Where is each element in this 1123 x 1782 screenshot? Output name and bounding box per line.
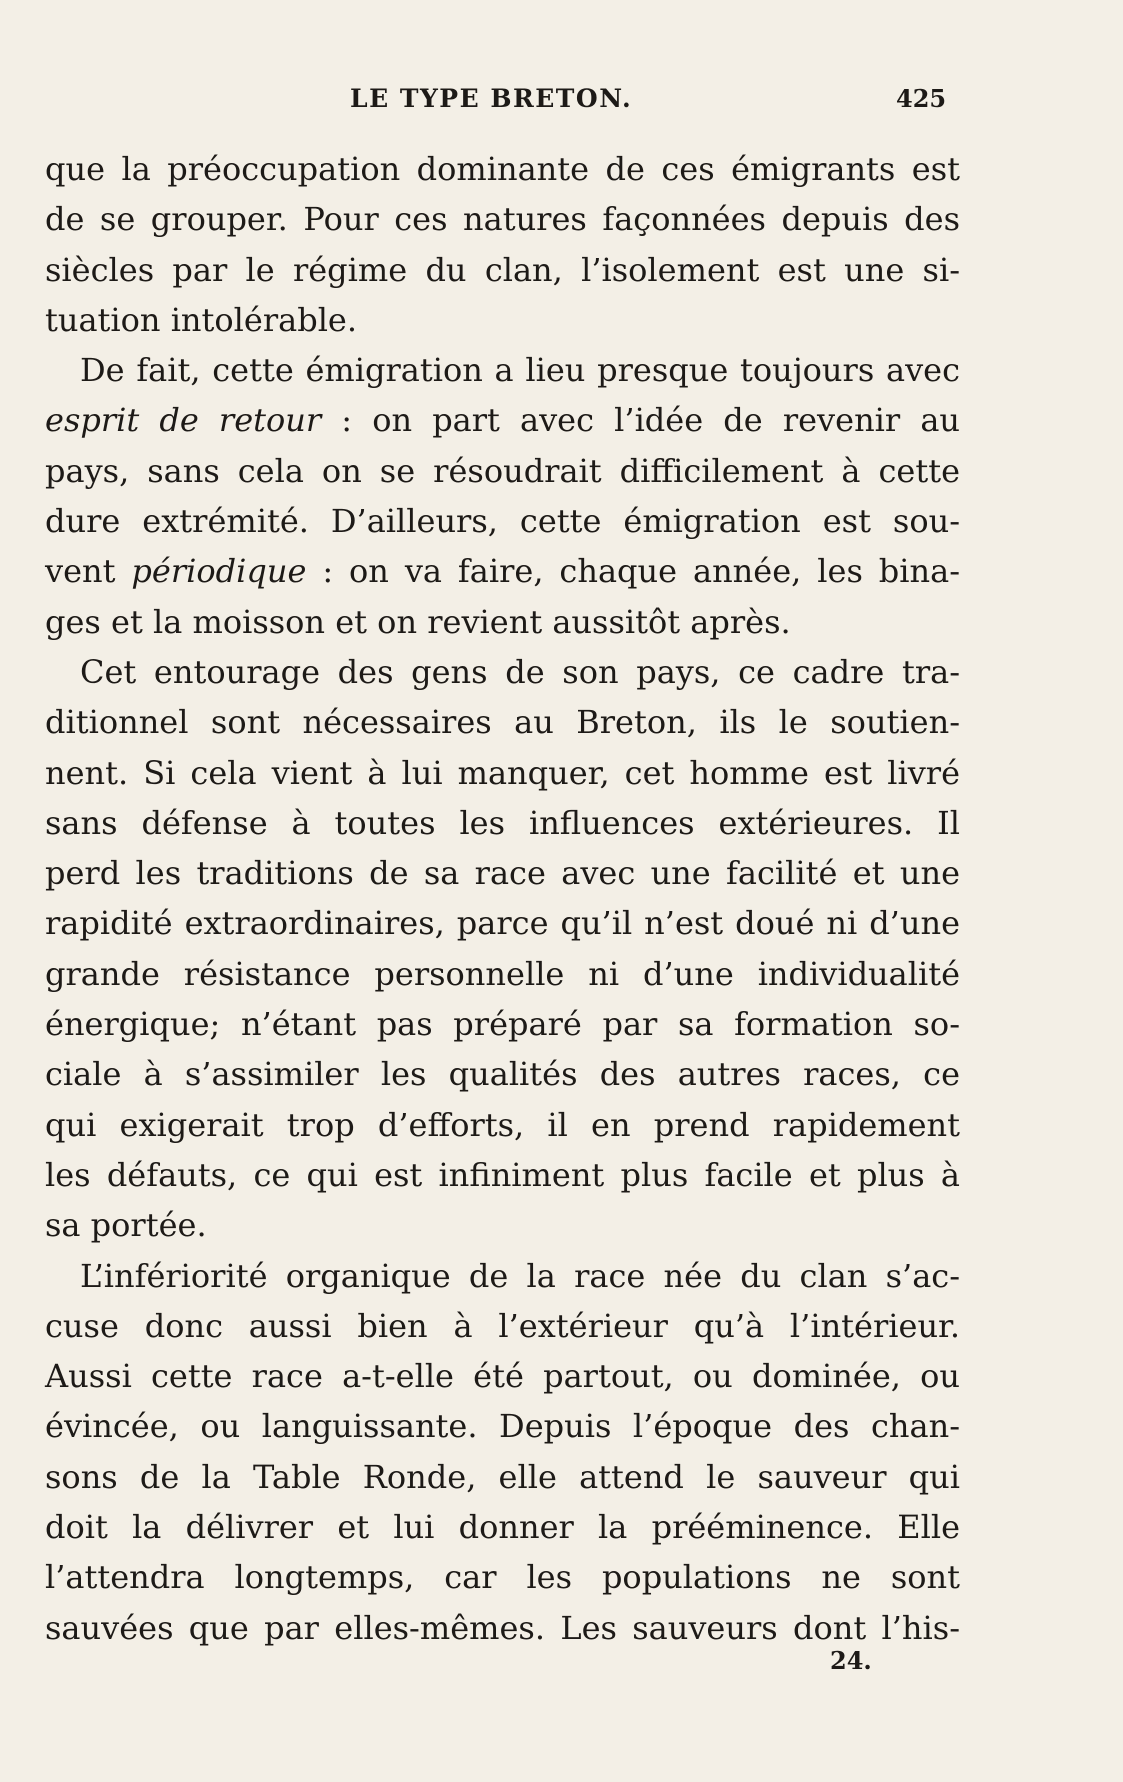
text-line: rapidité extraordinaires, parce qu’il n’est doué ni d’une bbox=[45, 904, 960, 943]
text-line: De fait, cette émigration a lieu presque toujours avec bbox=[80, 351, 960, 390]
italic-phrase: périodique bbox=[131, 552, 307, 591]
text-line-with-italic: vent périodique : on va faire, chaque année, les bina- bbox=[45, 552, 961, 591]
text-line: de se grouper. Pour ces natures façonnées depuis des bbox=[45, 200, 960, 239]
running-title: LE TYPE BRETON. bbox=[350, 84, 633, 113]
text-line: l’attendra longtemps, car les populations ne sont bbox=[45, 1558, 960, 1597]
text-fragment: on part avec l’idée de revenir au bbox=[352, 401, 961, 440]
text-line: sauvées que par elles-mêmes. Les sauveurs dont l’his- bbox=[45, 1608, 960, 1647]
text-line: ditionnel sont nécessaires au Breton, ils le soutien- bbox=[45, 703, 960, 742]
text-line: doit la délivrer et lui donner la prééminence. Elle bbox=[45, 1508, 960, 1547]
text-line: Cet entourage des gens de son pays, ce cadre tra- bbox=[80, 652, 960, 691]
text-line: L’infériorité organique de la race née du clan s’ac- bbox=[80, 1256, 960, 1295]
text-line: ges et la moisson et on revient aussitôt après. bbox=[45, 602, 791, 641]
text-line: cuse donc aussi bien à l’extérieur qu’à l’intérieur. bbox=[45, 1306, 960, 1345]
page-number: 425 bbox=[896, 84, 947, 113]
paragraph-1 bbox=[45, 144, 960, 345]
text-line: sons de la Table Ronde, elle attend le sauveur qui bbox=[45, 1457, 960, 1496]
italic-phrase: esprit de retour bbox=[45, 401, 322, 440]
signature-mark: 24. bbox=[830, 1646, 872, 1675]
text-line: ciale à s’assimiler les qualités des autres races, ce bbox=[45, 1055, 960, 1094]
paragraph-4 bbox=[45, 1251, 960, 1653]
paragraph-3 bbox=[45, 647, 960, 1251]
text-line: nent. Si cela vient à lui manquer, cet homme est livré bbox=[45, 753, 960, 792]
text-line: dure extrémité. D’ailleurs, cette émigration est sou- bbox=[45, 502, 960, 541]
text-line: sans défense à toutes les influences extérieures. Il bbox=[45, 803, 960, 842]
text-line: pays, sans cela on se résoudrait difficilement à cette bbox=[45, 451, 960, 490]
text-line: sa portée. bbox=[45, 1206, 207, 1245]
running-head bbox=[0, 84, 1123, 124]
text-line: qui exigerait trop d’efforts, il en prend rapidement bbox=[45, 1105, 960, 1144]
text-line-with-italic: esprit de retour : on part avec l’idée de revenir au bbox=[45, 401, 961, 440]
text-line: évincée, ou languissante. Depuis l’époque des chan- bbox=[45, 1407, 960, 1446]
text-line: les défauts, ce qui est infiniment plus facile et plus à bbox=[45, 1155, 960, 1194]
paragraph-2 bbox=[45, 345, 960, 647]
text-line: que la préoccupation dominante de ces émigrants est bbox=[45, 150, 960, 188]
body-text bbox=[45, 144, 960, 1653]
text-line: Aussi cette race a-t-elle été partout, ou dominée, ou bbox=[45, 1357, 960, 1396]
text-line: tuation intolérable. bbox=[45, 300, 358, 339]
text-line: perd les traditions de sa race avec une facilité et une bbox=[45, 854, 960, 893]
text-fragment: vent bbox=[45, 552, 132, 591]
text-line: grande résistance personnelle ni d’une individualité bbox=[45, 954, 960, 993]
text-line: siècles par le régime du clan, l’isolement est une si- bbox=[45, 250, 960, 289]
text-line: énergique; n’étant pas préparé par sa formation so- bbox=[45, 1005, 960, 1044]
text-fragment: on va faire, chaque année, les bina- bbox=[333, 552, 961, 591]
